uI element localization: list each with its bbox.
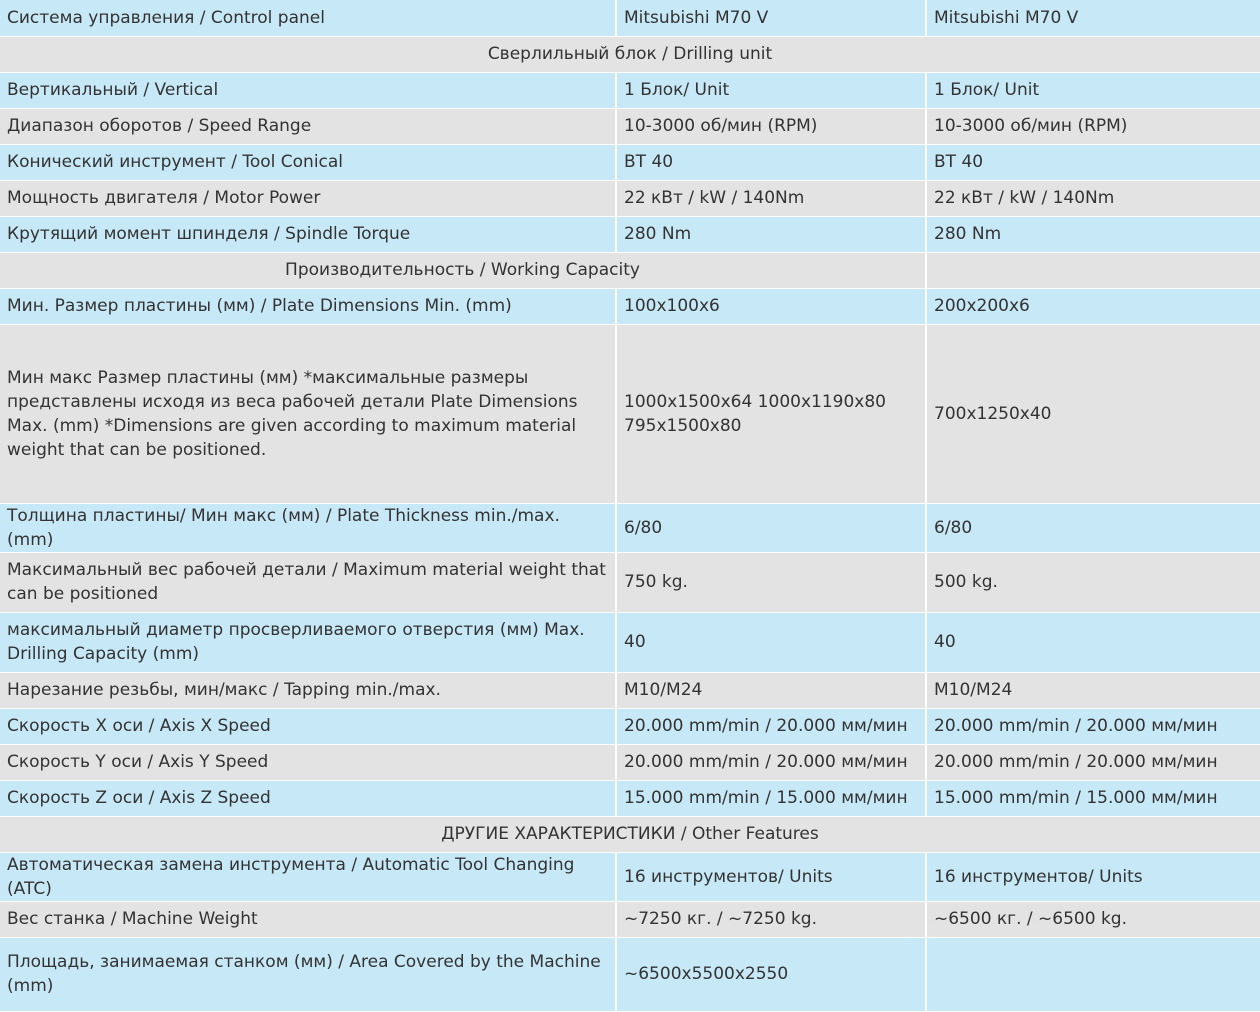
table-row <box>0 672 1260 708</box>
parameter-cell: Вертикальный / Vertical <box>0 72 616 108</box>
parameter-cell: Толщина пластины/ Мин макс (мм) / Plate Thickness min./max. (mm) <box>0 503 616 552</box>
value-cell-model-2: 16 инструментов/ Units <box>926 852 1260 901</box>
value-cell-model-1: M10/M24 <box>616 672 926 708</box>
value-cell-model-2: 22 кВт / kW / 140Nm <box>926 180 1260 216</box>
parameter-cell: Мин макс Размер пластины (мм) *максимальные размеры представлены исходя из веса рабочей детали Plate Dimensions Max. (mm) *Dimensions are given according to maximum material weight that can be positioned. <box>0 324 616 503</box>
parameter-cell: Система управления / Control panel <box>0 0 616 36</box>
table-row <box>0 852 1260 901</box>
value-cell-model-2: 1 Блок/ Unit <box>926 72 1260 108</box>
value-cell-model-1: Mitsubishi M70 V <box>616 0 926 36</box>
table-row <box>0 552 1260 612</box>
section-title: Производительность / Working Capacity <box>0 252 926 288</box>
value-cell-model-1: 100x100x6 <box>616 288 926 324</box>
value-cell-model-2 <box>926 937 1260 1011</box>
parameter-cell: Крутящий момент шпинделя / Spindle Torque <box>0 216 616 252</box>
value-cell-model-2: 280 Nm <box>926 216 1260 252</box>
value-cell-model-1: 20.000 mm/min / 20.000 мм/мин <box>616 708 926 744</box>
table-row <box>0 108 1260 144</box>
table-row <box>0 324 1260 503</box>
value-cell-model-2: 700x1250x40 <box>926 324 1260 503</box>
table-row <box>0 937 1260 1011</box>
section-header-row <box>0 816 1260 852</box>
table-row <box>0 744 1260 780</box>
value-cell-model-1: 15.000 mm/min / 15.000 мм/мин <box>616 780 926 816</box>
parameter-cell: Площадь, занимаемая станком (мм) / Area Covered by the Machine (mm) <box>0 937 616 1011</box>
value-cell-model-2: BT 40 <box>926 144 1260 180</box>
value-cell-model-2: M10/M24 <box>926 672 1260 708</box>
parameter-cell: Скорость X оси / Axis X Speed <box>0 708 616 744</box>
parameter-cell: максимальный диаметр просверливаемого отверстия (мм) Max. Drilling Capacity (mm) <box>0 612 616 672</box>
value-cell-model-2: ~6500 кг. / ~6500 kg. <box>926 901 1260 937</box>
table-row <box>0 0 1260 36</box>
section-header-row <box>0 36 1260 72</box>
value-cell-model-2: 40 <box>926 612 1260 672</box>
table-row <box>0 288 1260 324</box>
value-cell-model-1: 16 инструментов/ Units <box>616 852 926 901</box>
parameter-cell: Автоматическая замена инструмента / Automatic Tool Changing (ATC) <box>0 852 616 901</box>
parameter-cell: Мощность двигателя / Motor Power <box>0 180 616 216</box>
value-cell-model-1: 10-3000 об/мин (RPM) <box>616 108 926 144</box>
parameter-cell: Мин. Размер пластины (мм) / Plate Dimensions Min. (mm) <box>0 288 616 324</box>
value-cell-model-1: 22 кВт / kW / 140Nm <box>616 180 926 216</box>
value-cell-model-1: ~7250 кг. / ~7250 kg. <box>616 901 926 937</box>
value-cell-model-2: 10-3000 об/мин (RPM) <box>926 108 1260 144</box>
table-row <box>0 612 1260 672</box>
value-cell-model-1: ~6500x5500x2550 <box>616 937 926 1011</box>
parameter-cell: Скорость Z оси / Axis Z Speed <box>0 780 616 816</box>
section-empty-cell <box>926 252 1260 288</box>
value-cell-model-1: 40 <box>616 612 926 672</box>
section-header-row <box>0 252 1260 288</box>
parameter-cell: Вес станка / Machine Weight <box>0 901 616 937</box>
table-row <box>0 144 1260 180</box>
table-row <box>0 180 1260 216</box>
table-row <box>0 216 1260 252</box>
value-cell-model-2: 500 kg. <box>926 552 1260 612</box>
value-cell-model-1: BT 40 <box>616 144 926 180</box>
table-row <box>0 780 1260 816</box>
parameter-cell: Максимальный вес рабочей детали / Maximum material weight that can be positioned <box>0 552 616 612</box>
value-cell-model-2: 20.000 mm/min / 20.000 мм/мин <box>926 744 1260 780</box>
value-cell-model-2: 20.000 mm/min / 20.000 мм/мин <box>926 708 1260 744</box>
value-cell-model-2: 15.000 mm/min / 15.000 мм/мин <box>926 780 1260 816</box>
value-cell-model-2: Mitsubishi M70 V <box>926 0 1260 36</box>
value-cell-model-1: 6/80 <box>616 503 926 552</box>
table-row <box>0 503 1260 552</box>
table-row <box>0 708 1260 744</box>
value-cell-model-1: 750 kg. <box>616 552 926 612</box>
section-title: Сверлильный блок / Drilling unit <box>0 36 1260 72</box>
table-row <box>0 901 1260 937</box>
section-title: ДРУГИЕ ХАРАКТЕРИСТИКИ / Other Features <box>0 816 1260 852</box>
value-cell-model-1: 1 Блок/ Unit <box>616 72 926 108</box>
parameter-cell: Диапазон оборотов / Speed Range <box>0 108 616 144</box>
parameter-cell: Конический инструмент / Tool Conical <box>0 144 616 180</box>
value-cell-model-2: 6/80 <box>926 503 1260 552</box>
value-cell-model-2: 200x200x6 <box>926 288 1260 324</box>
parameter-cell: Скорость Y оси / Axis Y Speed <box>0 744 616 780</box>
value-cell-model-1: 280 Nm <box>616 216 926 252</box>
value-cell-model-1: 1000x1500x64 1000x1190x80 795x1500x80 <box>616 324 926 503</box>
parameter-cell: Нарезание резьбы, мин/макс / Tapping min./max. <box>0 672 616 708</box>
table-row <box>0 72 1260 108</box>
value-cell-model-1: 20.000 mm/min / 20.000 мм/мин <box>616 744 926 780</box>
